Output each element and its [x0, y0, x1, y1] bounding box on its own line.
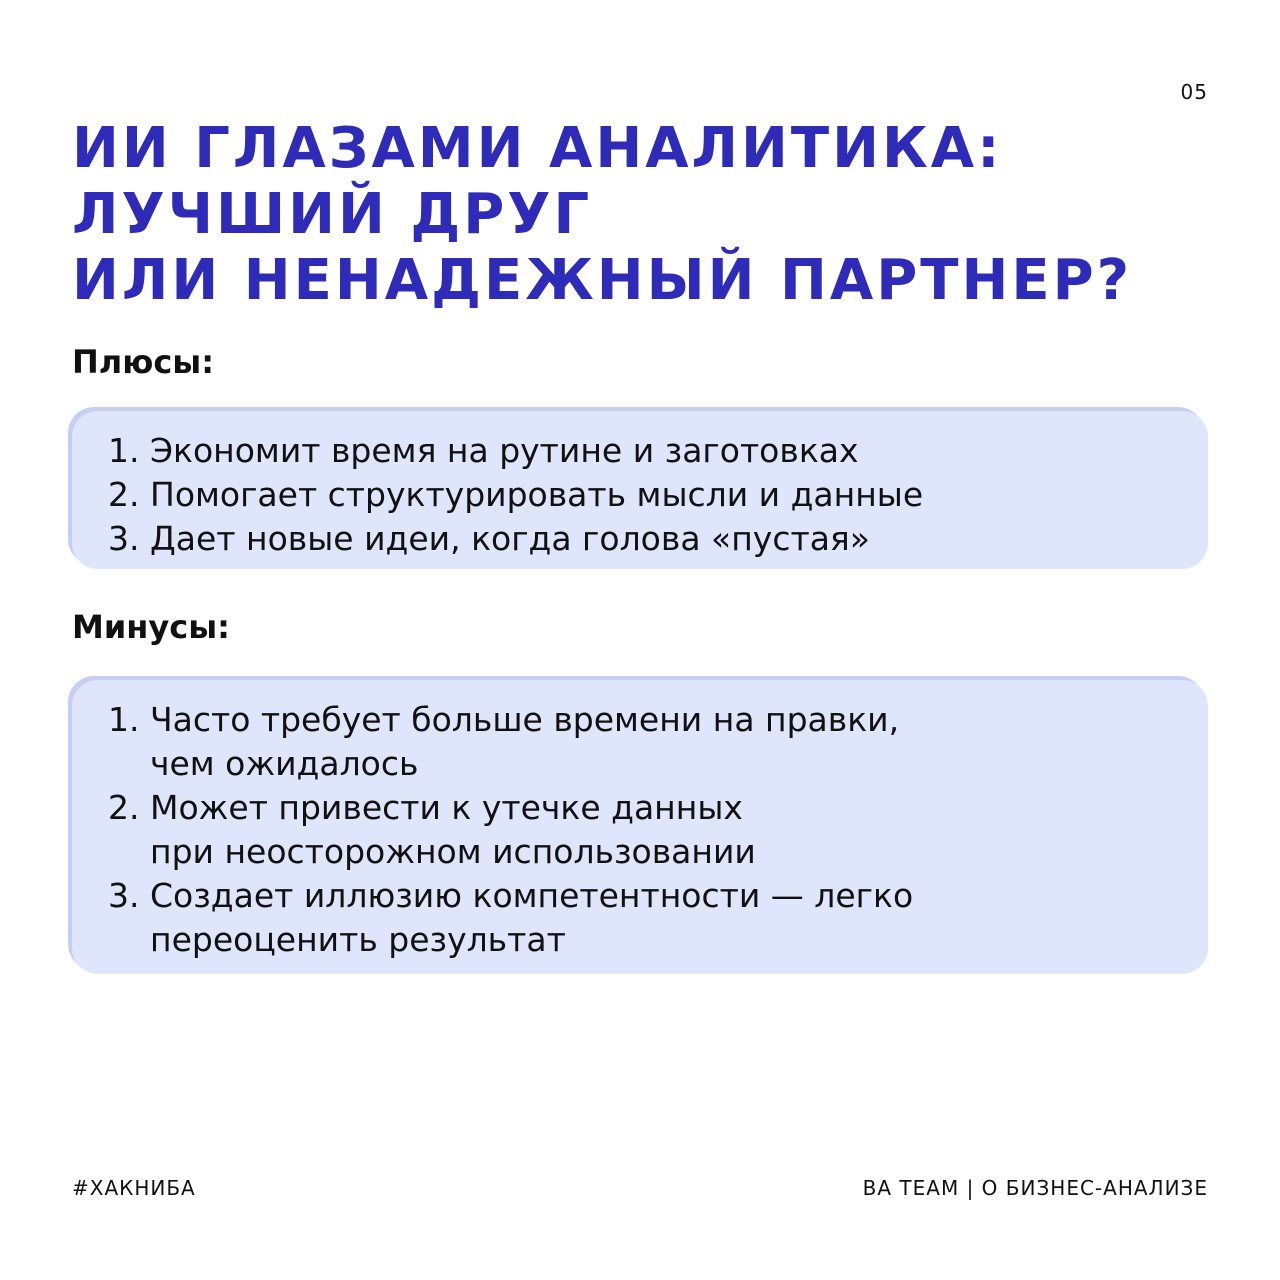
item-text: Дает новые идеи, когда голова «пустая» — [150, 519, 870, 558]
title-line: ЛУЧШИЙ ДРУГ — [72, 182, 593, 247]
item-number: 3. — [108, 519, 140, 558]
cons-list — [108, 698, 1178, 962]
item-text: Создает иллюзию компетентности — легко — [150, 876, 914, 915]
item-text: Часто требует больше времени на правки, — [150, 700, 900, 739]
list-item — [108, 786, 1178, 874]
pros-card — [72, 411, 1208, 569]
item-text: чем ожидалось — [150, 744, 419, 783]
cons-card — [72, 680, 1208, 974]
item-text: Экономит время на рутине и заготовках — [150, 431, 859, 470]
page-number: 05 — [1180, 80, 1208, 104]
item-text: переоценить результат — [150, 920, 566, 959]
item-number: 1. — [108, 700, 140, 739]
list-item — [108, 429, 1178, 473]
list-item — [108, 874, 1178, 962]
footer-hashtag: #ХАКНИБА — [72, 1176, 196, 1200]
item-number: 2. — [108, 788, 140, 827]
footer-brand: BA TEAM | О БИЗНЕС-АНАЛИЗЕ — [862, 1176, 1208, 1200]
item-number: 2. — [108, 475, 140, 514]
title-line: ИИ ГЛАЗАМИ АНАЛИТИКА: — [72, 116, 1003, 181]
item-number: 1. — [108, 431, 140, 470]
title-line: ИЛИ НЕНАДЕЖНЫЙ ПАРТНЕР? — [72, 248, 1133, 313]
item-text: Может привести к утечке данных — [150, 788, 743, 827]
list-item — [108, 698, 1178, 786]
pros-list — [108, 429, 1178, 561]
item-text: при неосторожном использовании — [150, 832, 756, 871]
item-number: 3. — [108, 876, 140, 915]
pros-heading: Плюсы: — [72, 343, 215, 381]
cons-heading: Минусы: — [72, 608, 230, 646]
item-text: Помогает структурировать мысли и данные — [150, 475, 924, 514]
list-item — [108, 473, 1178, 517]
list-item — [108, 517, 1178, 561]
page-title — [72, 116, 1212, 314]
